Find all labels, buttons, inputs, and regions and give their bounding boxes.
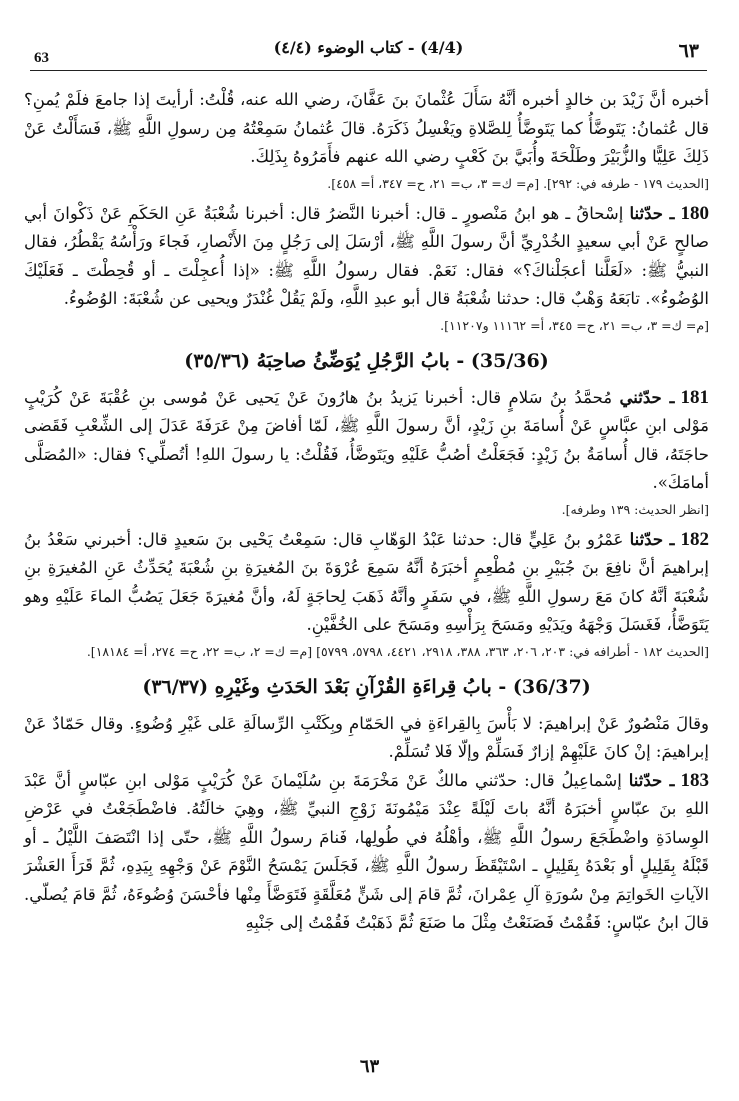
running-title: (4/4) - كتاب الوضوء (٤/٤) [273, 38, 464, 57]
page-header [30, 30, 707, 71]
page-number-latin: 63 [34, 50, 49, 66]
hadith-paragraph: 182ـ حدّثنا عَمْرُو بنُ عَلِيٍّ قال: حدثنا عَبْدُ الوَهّابِ قال: سَمِعْتُ يَحْيى بنَ سَعيدٍ قال: أخبرني سَعْدُ بنُ إبراهيمَ أنَّ نافِعَ بنَ جُبَيْرِ بنِ مُطْعِمٍ أخبَرَهُ أنَّهُ سَمِعَ عُرْوَةَ بنَ المُغيرَةِ بنِ شُعْبَةَ يُحَدِّثُ عَنِ المُغيرَةِ بنِ شُعْبَةَ أنَّهُ كانَ مَعَ رسولِ اللَّهِ ﷺ، في سَفَرٍ وأنَّهُ ذَهَبَ لِحاجَةٍ لَهُ، وأنَّ مُغيرَةَ جَعَلَ يَصُبُّ الماءَ عَلَيْهِ وهو يَتَوَضَّأُ، فَغَسَلَ وَجْهَهُ ويَدَيْهِ ومَسَحَ بِرَأْسِهِ ومَسَحَ على الخُفَّيْنِ. [24, 528, 709, 634]
hadith-number: 182 [680, 528, 709, 550]
hadith-paragraph: 180ـ حدّثنا إسْحاقُ ـ هو ابنُ مَنْصورٍ ـ قال: أخبرنا النَّضرُ قال: أخبرنا شُعْبَةُ عَنِ الحَكَمِ عَنْ ذَكْوانَ أبي صالحٍ عَنْ أبي سعيدٍ الخُدْرِيِّ أنَّ رسولَ اللَّهِ ﷺ، أرْسَلَ إلى رَجُلٍ مِنَ الأَنْصارِ، فَجاءَ ورَأْسُهُ يَقْطُرُ، فقال النبيُّ ﷺ: «لَعَلَّنا أعجَلْناكَ؟» فقال: نَعَمْ. فقال رسولُ اللَّهِ ﷺ: «إذا أُعجِلْتَ ـ أو قُحِطْتَ ـ فَعَلَيْكَ الوُضُوءُ». تابَعَهُ وَهْبٌ قال: حدثنا شُعْبَةُ قال أبو عبدِ اللَّهِ، ولَمْ يَقُلْ غُنْدَرٌ ويحيى عن شُعْبَةَ: الوُضُوءُ. [24, 202, 710, 308]
hadith-number: 183 [680, 769, 709, 791]
page-number-arabic: ٦٣ [678, 40, 699, 62]
hadith-note: [م= ك= ٣، ب= ٢١، ح= ٣٤٥، أ= ١١١٦٢ و١١٢٠٧]. [440, 317, 709, 333]
hadith-note: [الحديث ١٧٩ - طرفه في: ٢٩٢]. [م= ك= ٣، ب= ٢١، ح= ٣٤٧، أ= ٤٥٨]. [327, 175, 709, 191]
hadith-lead: ـ حدّثنا [629, 203, 675, 223]
page-content [24, 86, 709, 938]
hadith-paragraph: 183ـ حدّثنا إسْماعِيلُ قال: حدّثني مالكٌ عَنْ مَخْرَمَةَ بنِ سُلَيْمانَ عَنْ كُرَيْبٍ مَوْلى ابنِ عبّاسٍ أنَّ عَبْدَ اللهِ بنَ عبّاسٍ أخبَرَهُ أنَّهُ باتَ لَيْلَةً عِنْدَ مَيْمُونَةَ زَوْجِ النبيِّ ﷺ، وهِيَ خالَتُهُ. فاضْطَجَعْتُ في عَرْضِ الوِسادَةِ واضْطَجَعَ رسولُ اللَّهِ ﷺ، وأهْلُهُ في طُولِها، فَنامَ رسولُ اللَّهِ ﷺ، حتّى إذا انْتَصَفَ اللَّيْلُ ـ أو قَبْلَهُ بِقَلِيلٍ أو بَعْدَهُ بِقَلِيلٍ ـ اسْتَيْقَظَ رسولُ اللَّهِ ﷺ، فَجَلَسَ يَمْسَحُ النَّوْمَ عَنْ وَجْهِهِ بِيَدِهِ، ثُمَّ قَرَأَ العَشْرَ الآياتِ الخَواتِمَ مِنْ سُورَةِ آلِ عِمْرانَ، ثُمَّ قامَ إلى شَنٍّ مُعَلَّقَةٍ فَتَوَضَّأَ مِنْها فأحْسَنَ وُضُوءَهُ، ثُمَّ قامَ يُصلّي. قالَ ابنُ عبّاسٍ: فَقُمْتُ فَصَنَعْتُ مِثْلَ ما صَنَعَ ثُمَّ ذَهَبْتُ فَقُمْتُ إلى جَنْبِهِ [24, 769, 709, 932]
text-paragraph: أخبره أنَّ زَيْدَ بن خالدٍ أخبره أنَّهُ سَأَلَ عُثْمانَ بنَ عَفَّانَ، رضي الله عنه، قُلْتُ: أرأيتَ إذا جامعَ فلَمْ يُمنِ؟ قال عُثمانُ: يَتَوضَّأُ كما يَتَوضَّأُ لِلصَّلاةِ ويَغْسِلُ ذَكَرَهُ. قالَ عُثمانُ سَمِعْتُهُ مِن رسولِ اللَّهِ ﷺ، فَسَأَلْتُ عَنْ ذَلِكَ عَلِيًّا والزُّبَيْرَ وطَلْحَةَ وأُبَيَّ بنَ كَعْبٍ رضي الله عنهم فأَمَرُوهُ بِذَلِكَ. [24, 90, 709, 166]
hadith-paragraph: 181ـ حدّثني مُحمَّدُ بنُ سَلامٍ قال: أخبرنا يَزيدُ بنُ هارُونَ عَنْ يَحيى عَنْ مُوسى بنِ عُقْبَةَ عَنْ كُرَيْبٍ مَوْلى ابنِ عبَّاسٍ عَنْ أُسامَةَ بنِ زَيْدٍ، أنَّ رسولَ اللَّهِ ﷺ، لَمّا أفاضَ مِنْ عَرَفَةَ عَدَلَ إلى الشِّعْبِ فَقَضى حاجَتَهُ، قال أُسامَةُ بنُ زَيْدٍ: فَجَعَلْتُ أصُبُّ عَلَيْهِ ويَتَوضَّأُ، فَقُلْتُ: يا رسولَ اللهِ! أتُصلِّي؟ فقال: «المُصَلَّى أمامَكَ». [24, 386, 709, 492]
hadith-number: 181 [680, 386, 709, 408]
chapter-heading: (35/36) - بابُ الرَّجُلِ يُوَضِّئُ صاحِبَهُ (٣٥/٣٦) [184, 349, 549, 372]
hadith-lead: ـ حدّثنا [629, 529, 675, 549]
hadith-lead: ـ حدّثنا [628, 770, 675, 790]
hadith-note: [الحديث ١٨٢ - أطرافه في: ٢٠٣، ٢٠٦، ٣٦٣، ٣٨٨، ٢٩١٨، ٤٤٢١، ٥٧٩٨، ٥٧٩٩] [م= ك= ٢، ب= ٢٢، ح= ٢٧٤، أ= ١٨١٨٤]. [86, 643, 709, 659]
chapter-heading: (36/37) - بابُ قِراءَةِ القُرْآنِ بَعْدَ الحَدَثِ وغَيْرِهِ (٣٦/٣٧) [142, 675, 591, 698]
page-footer-number: ٦٣ [359, 1056, 380, 1077]
hadith-note: [انظر الحديث: ١٣٩ وطرفه]. [561, 501, 709, 517]
hadith-lead: ـ حدّثني [619, 387, 675, 407]
text-paragraph: وقالَ مَنْصُورٌ عَنْ إبراهيمَ: لا بَأْسَ بِالقِراءَةِ في الحَمّامِ وبِكَتْبِ الرِّسالَةِ عَلى غَيْرِ وُضُوءٍ. وقال حَمّادٌ عَنْ إبراهيمَ: إنْ كانَ عَلَيْهِمْ إزارٌ فَسَلِّمْ وإلّا فَلا تُسَلِّمْ. [24, 713, 709, 761]
hadith-number: 180 [680, 202, 710, 224]
